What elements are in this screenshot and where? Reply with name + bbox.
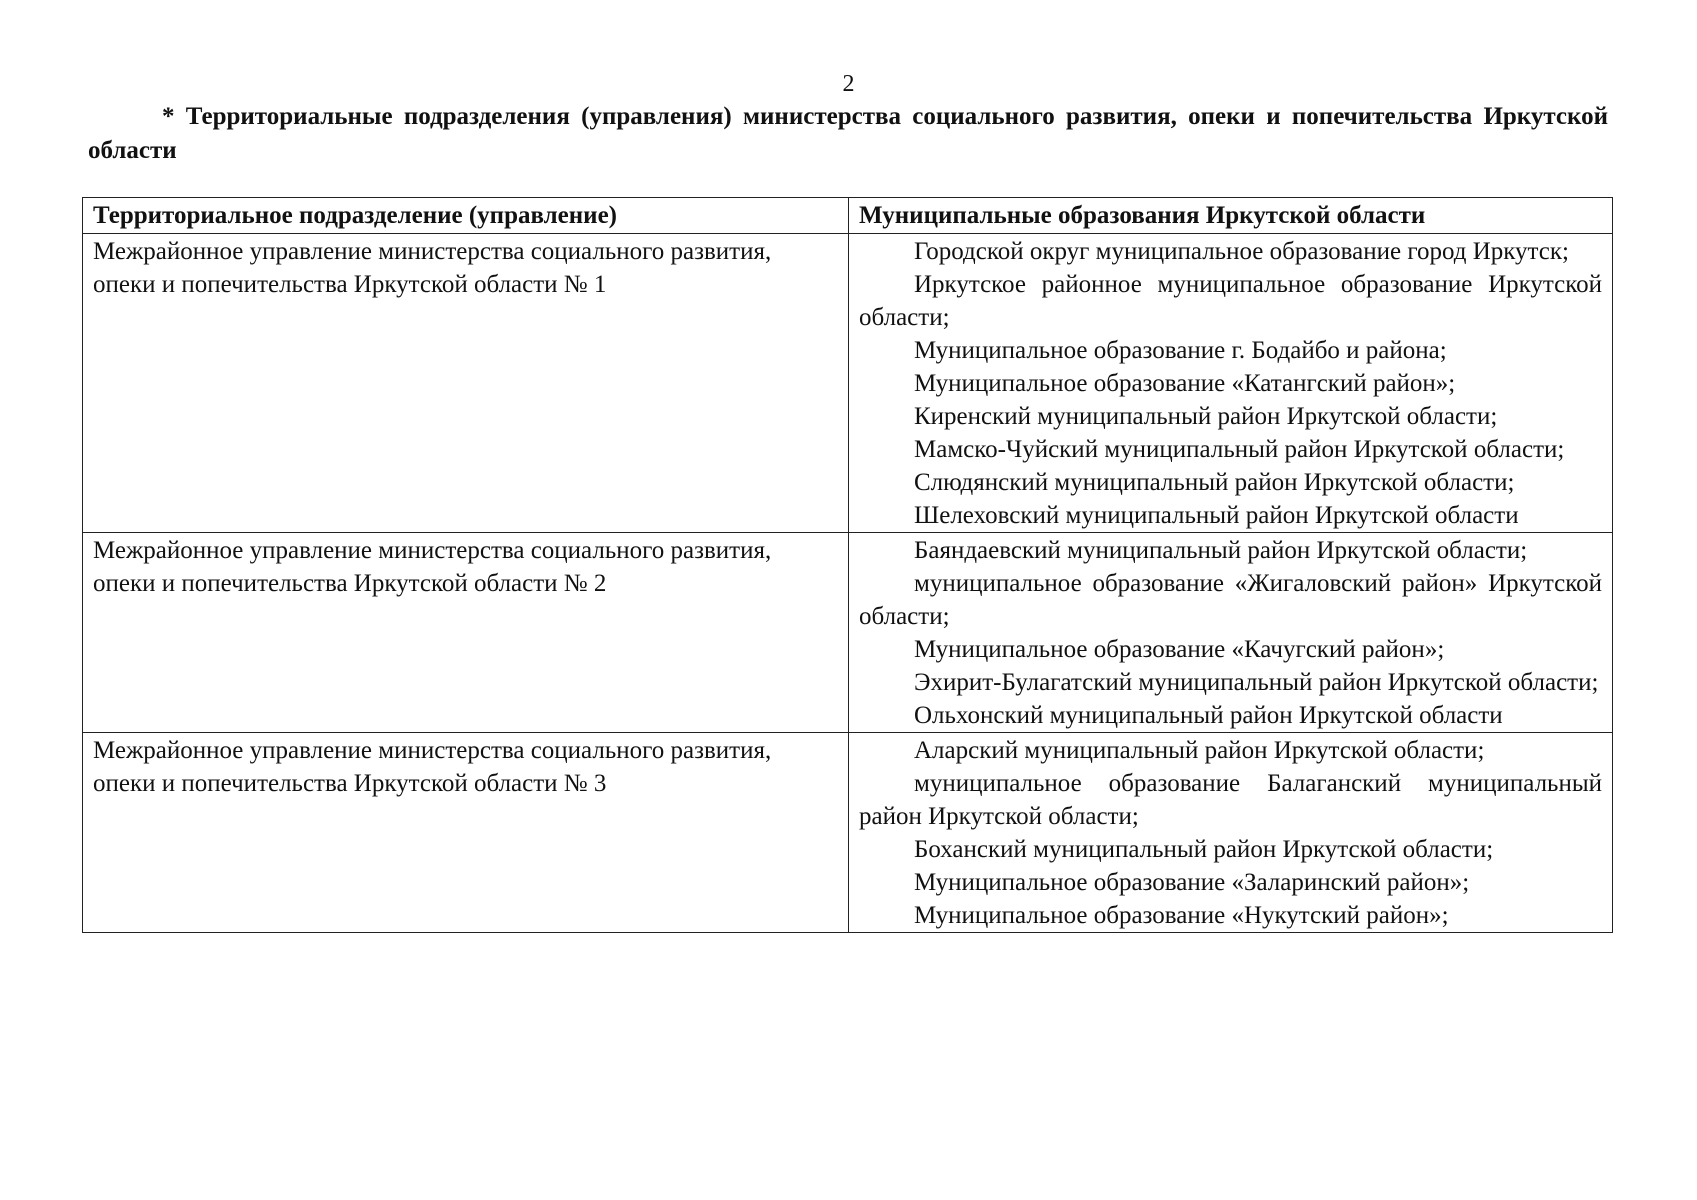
municipality-item: муниципальное образование Балаганский муниципальный район Иркутской области; [859,770,1602,830]
municipality-item: Муниципальное образование «Заларинский район»; [914,869,1470,896]
municipality-item: Муниципальное образование «Нукутский район»; [914,902,1449,929]
municipality-item: Муниципальное образование «Катангский район»; [914,370,1456,397]
department-cell: Межрайонное управление министерства социального развития, опеки и попечительства Иркутской области № 1 [83,234,849,533]
table-row [83,234,1613,533]
table-row [83,733,1613,933]
municipality-item: Городской округ муниципальное образование город Иркутск; [914,238,1569,265]
municipality-item: Ольхонский муниципальный район Иркутской области [914,702,1503,729]
municipality-item: Шелеховский муниципальный район Иркутской области [914,502,1519,529]
municipality-item: Эхирит-Булагатский муниципальный район Иркутской области; [914,669,1599,696]
municipality-item: Муниципальное образование «Качугский район»; [914,636,1445,663]
table-header-row [83,198,1613,234]
document-heading: * Территориальные подразделения (управления) министерства социального развития, опеки и попечительства Иркутской области [88,103,1608,164]
header-department: Территориальное подразделение (управление) [83,198,849,234]
page-number: 2 [842,71,855,97]
municipalities-cell [849,234,1613,533]
municipality-item: муниципальное образование «Жигаловский район» Иркутской области; [859,570,1602,630]
municipality-item: Иркутское районное муниципальное образование Иркутской области; [859,271,1602,331]
municipality-item: Слюдянский муниципальный район Иркутской области; [914,469,1515,496]
departments-table [82,197,1613,933]
municipality-item: Баяндаевский муниципальный район Иркутской области; [914,537,1528,564]
municipality-item: Киренский муниципальный район Иркутской области; [914,403,1498,430]
table-row [83,533,1613,733]
header-municipalities: Муниципальные образования Иркутской области [849,198,1613,234]
department-cell: Межрайонное управление министерства социального развития, опеки и попечительства Иркутской области № 3 [83,733,849,933]
municipality-item: Аларский муниципальный район Иркутской области; [914,737,1485,764]
department-cell: Межрайонное управление министерства социального развития, опеки и попечительства Иркутской области № 2 [83,533,849,733]
municipality-item: Муниципальное образование г. Бодайбо и района; [914,337,1447,364]
municipality-item: Мамско-Чуйский муниципальный район Иркутской области; [914,436,1565,463]
municipality-item: Боханский муниципальный район Иркутской области; [914,836,1494,863]
municipalities-cell [849,733,1613,933]
municipalities-cell [849,533,1613,733]
